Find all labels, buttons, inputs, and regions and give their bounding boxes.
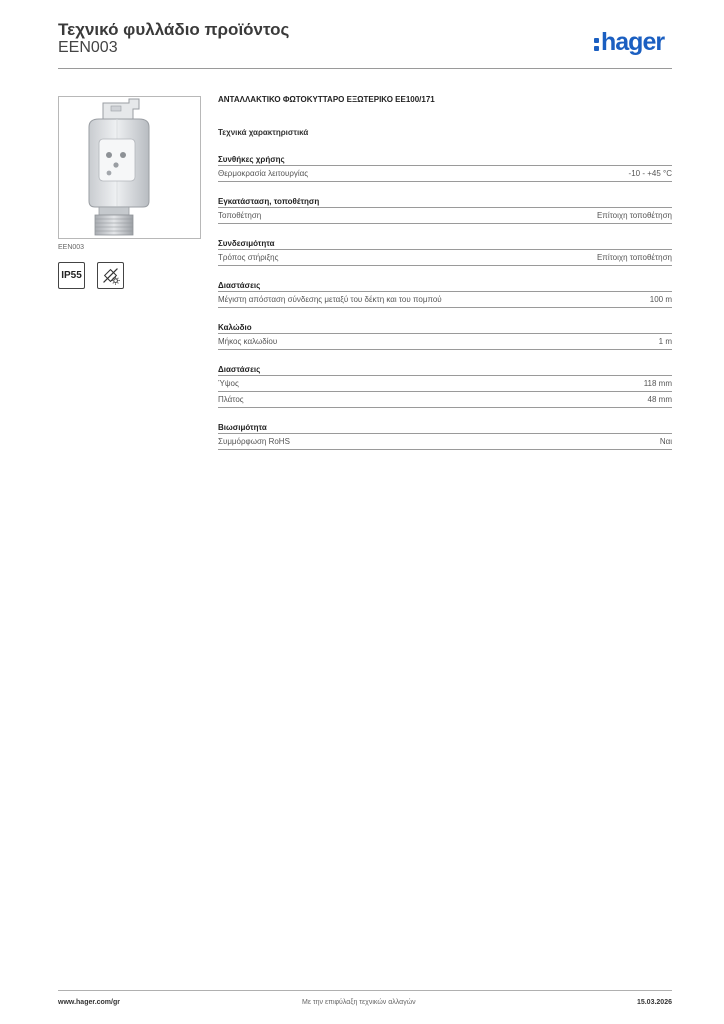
image-caption: EEN003	[58, 244, 85, 251]
spec-section	[218, 238, 672, 266]
spec-row	[218, 165, 672, 182]
spec-section	[218, 154, 672, 182]
photocell-sensor-image	[59, 97, 200, 238]
section-title: Συνθήκες χρήσης	[218, 155, 285, 164]
spec-label: Θερμοκρασία λειτουργίας	[218, 169, 309, 178]
footer-website: www.hager.com/gr	[58, 999, 120, 1006]
spec-row	[218, 392, 672, 408]
ip-rating-badge: IP55	[58, 262, 85, 289]
spec-value: 48 mm	[647, 395, 672, 404]
spec-label: Τρόπος στήριξης	[218, 253, 279, 262]
spec-section	[218, 280, 672, 308]
section-title: Διαστάσεις	[218, 281, 261, 290]
spec-label: Ύψος	[218, 379, 239, 388]
section-title: Διαστάσεις	[218, 365, 261, 374]
spec-subtitle: Τεχνικά χαρακτηριστικά	[218, 128, 309, 137]
spec-section	[218, 422, 672, 450]
spec-label: Συμμόρφωση RoHS	[218, 437, 290, 446]
spec-value: -10 - +45 °C	[628, 169, 672, 178]
section-title: Καλώδιο	[218, 323, 252, 332]
logo-dots-icon	[594, 38, 599, 51]
spec-value: Ναι	[659, 437, 672, 446]
spec-row	[218, 207, 672, 224]
spec-label: Μέγιστη απόσταση σύνδεσης μεταξύ του δέκτη και του πομπού	[218, 295, 442, 304]
footer-date: 15.03.2026	[636, 999, 672, 1006]
product-code: EEN003	[58, 39, 118, 56]
spec-row	[218, 249, 672, 266]
spec-value: Επίτοιχη τοποθέτηση	[596, 211, 672, 220]
product-image	[58, 96, 201, 239]
logo-text: hager	[601, 27, 665, 56]
spec-section	[218, 364, 672, 408]
spec-row	[218, 375, 672, 392]
spec-value: Επίτοιχη τοποθέτηση	[596, 253, 672, 262]
spec-row	[218, 333, 672, 350]
footer-divider	[58, 990, 672, 991]
spec-label: Πλάτος	[218, 395, 244, 404]
spec-label: Τοποθέτηση	[218, 211, 262, 220]
light-sensor-icon	[97, 262, 124, 289]
specification	[218, 95, 672, 450]
hager-logo	[594, 27, 664, 57]
section-title: Συνδεσιμότητα	[218, 239, 275, 248]
spec-value: 100 m	[649, 295, 672, 304]
spec-row	[218, 433, 672, 450]
section-title: Βιωσιμότητα	[218, 423, 267, 432]
spec-value: 118 mm	[643, 379, 672, 388]
spec-section	[218, 322, 672, 350]
spec-section	[218, 196, 672, 224]
spec-value: 1 m	[658, 337, 672, 346]
section-title: Εγκατάσταση, τοποθέτηση	[218, 197, 320, 206]
product-name: ΑΝΤΑΛΛΑΚΤΙΚΟ ΦΩΤΟΚΥΤΤΑΡΟ ΕΞΩΤΕΡΙΚΟ EE100/171	[218, 95, 435, 104]
spec-label: Μήκος καλωδίου	[218, 337, 278, 346]
spec-row	[218, 291, 672, 308]
header-divider	[58, 68, 672, 69]
footer-disclaimer: Με την επιφύλαξη τεχνικών αλλαγών	[302, 999, 416, 1006]
document-title: Τεχνικό φυλλάδιο προϊόντος	[58, 20, 290, 39]
